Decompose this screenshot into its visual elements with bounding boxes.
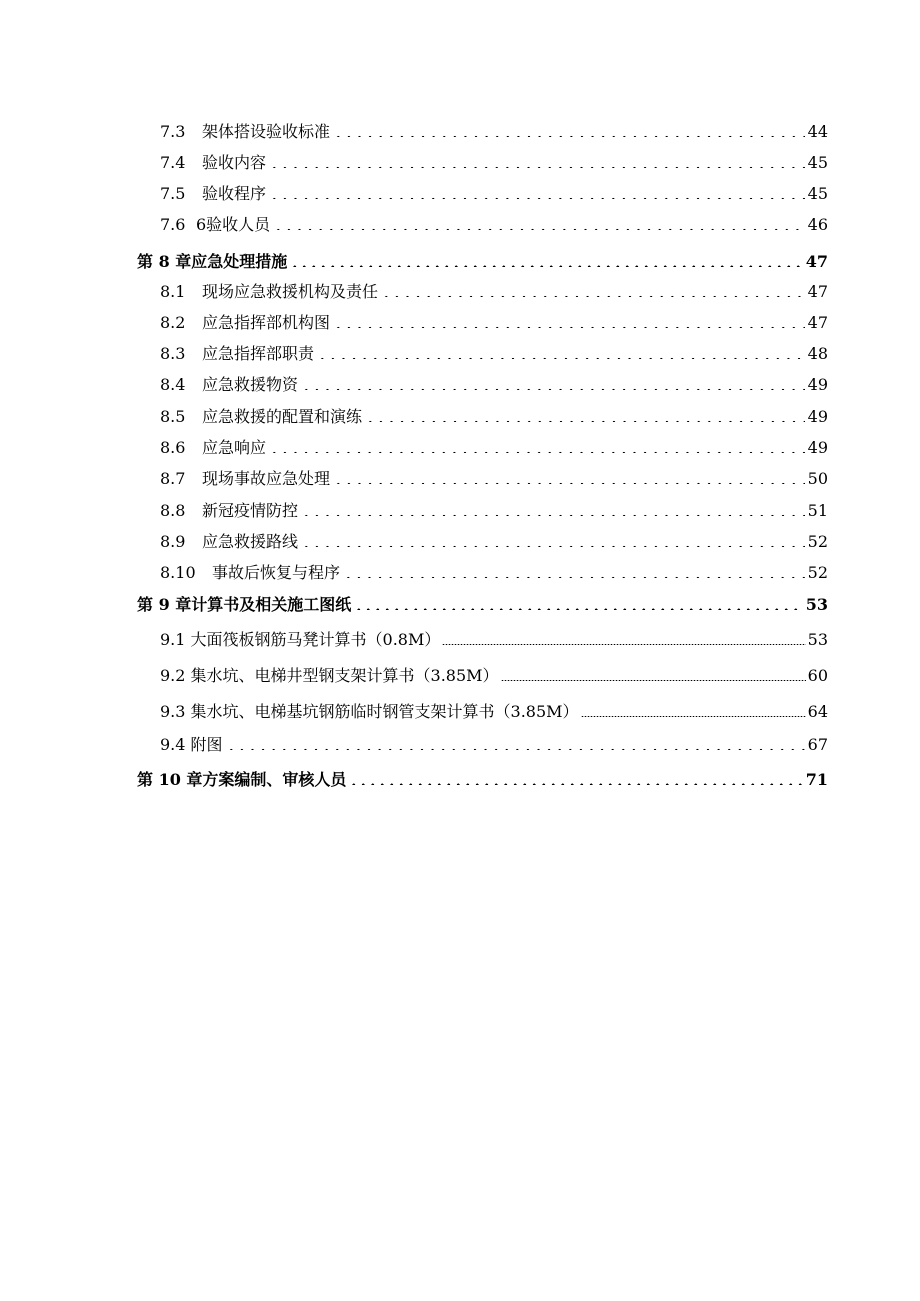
toc-entry-9-2[interactable]	[160, 665, 828, 687]
toc-entry-number: 8.2	[160, 313, 186, 332]
toc-chapter-title: 第 8 章应急处理措施	[137, 252, 288, 271]
toc-dot-leader	[333, 312, 805, 328]
toc-dot-leader	[290, 251, 802, 267]
toc-entry-number: 8.9	[160, 532, 186, 551]
toc-entry-8-2[interactable]	[160, 312, 828, 334]
toc-chapter-page: 71	[805, 770, 828, 789]
toc-entry-8-6[interactable]	[160, 437, 828, 459]
toc-entry-title: 架体搭设验收标准	[202, 122, 331, 141]
toc-dot-leader	[381, 281, 805, 297]
toc-entry-number: 8.1	[160, 282, 186, 301]
toc-entry-title: 现场应急救援机构及责任	[202, 282, 379, 301]
toc-entry-7-6[interactable]	[160, 214, 828, 236]
toc-dot-leader	[333, 468, 805, 484]
toc-entry-title: 应急响应	[202, 438, 267, 457]
toc-entry-number: 8.6	[160, 438, 186, 457]
toc-entry-title: 应急救援路线	[202, 532, 299, 551]
toc-chapter-8[interactable]	[137, 251, 828, 273]
toc-entry-title: 验收程序	[202, 184, 267, 203]
toc-entry-page: 49	[807, 375, 828, 394]
toc-dot-leader	[301, 500, 805, 516]
toc-entry-number: 7.4	[160, 153, 186, 172]
toc-entry-title: 现场事故应急处理	[202, 469, 331, 488]
toc-entry-page: 53	[807, 630, 828, 649]
toc-dot-leader	[269, 152, 805, 168]
toc-entry-page: 44	[807, 122, 828, 141]
toc-entry-page: 49	[807, 438, 828, 457]
toc-entry-page: 45	[807, 153, 828, 172]
toc-entry-title: 9.3 集水坑、电梯基坑钢筋临时钢管支架计算书（3.85M）	[160, 702, 579, 721]
toc-entry-page: 64	[807, 702, 828, 721]
toc-entry-title: 9.4 附图	[160, 735, 223, 754]
toc-entry-page: 46	[807, 215, 828, 234]
toc-entry-title: 9.1 大面筏板钢筋马凳计算书（0.8M）	[160, 630, 441, 649]
toc-entry-number: 7.6	[160, 215, 186, 234]
toc-entry-number: 8.10	[160, 563, 196, 582]
toc-dot-leader	[301, 531, 805, 547]
toc-entry-number: 8.8	[160, 501, 186, 520]
toc-entry-8-8[interactable]	[160, 500, 828, 522]
toc-dot-leader	[501, 665, 806, 681]
toc-dot-leader	[273, 214, 804, 230]
toc-entry-title: 9.2 集水坑、电梯井型钢支架计算书（3.85M）	[160, 666, 499, 685]
toc-entry-page: 48	[807, 344, 828, 363]
toc-dot-leader	[354, 594, 802, 610]
toc-chapter-10[interactable]	[137, 769, 828, 791]
toc-entry-9-3[interactable]	[160, 701, 828, 723]
toc-entry-title: 事故后恢复与程序	[212, 563, 341, 582]
toc-chapter-page: 53	[805, 595, 828, 614]
toc-entry-number: 8.5	[160, 407, 186, 426]
toc-entry-8-10[interactable]	[160, 562, 828, 584]
toc-entry-7-3[interactable]	[160, 121, 828, 143]
toc-dot-leader	[301, 374, 805, 390]
toc-entry-8-7[interactable]	[160, 468, 828, 490]
toc-chapter-page: 47	[805, 252, 828, 271]
toc-entry-8-9[interactable]	[160, 531, 828, 553]
toc-chapter-9[interactable]	[137, 594, 828, 616]
toc-entry-title: 应急救援物资	[202, 375, 299, 394]
toc-dot-leader	[581, 701, 806, 717]
toc-entry-number: 8.7	[160, 469, 186, 488]
toc-dot-leader	[365, 406, 805, 422]
toc-entry-page: 47	[807, 313, 828, 332]
toc-entry-8-5[interactable]	[160, 406, 828, 428]
toc-dot-leader	[333, 121, 805, 137]
toc-dot-leader	[269, 437, 805, 453]
toc-dot-leader	[349, 769, 802, 785]
toc-entry-page: 49	[807, 407, 828, 426]
toc-entry-page: 60	[807, 666, 828, 685]
toc-entry-7-5[interactable]	[160, 183, 828, 205]
toc-entry-7-4[interactable]	[160, 152, 828, 174]
toc-dot-leader	[269, 183, 805, 199]
toc-entry-title: 新冠疫情防控	[202, 501, 299, 520]
toc-entry-title: 应急救援的配置和演练	[202, 407, 363, 426]
toc-dot-leader	[226, 734, 805, 750]
toc-chapter-title: 第 9 章计算书及相关施工图纸	[137, 595, 352, 614]
toc-chapter-title: 第 10 章方案编制、审核人员	[137, 770, 347, 789]
toc-entry-8-3[interactable]	[160, 343, 828, 365]
toc-entry-page: 67	[807, 735, 828, 754]
toc-entry-page: 47	[807, 282, 828, 301]
toc-entry-page: 52	[807, 532, 828, 551]
toc-entry-8-4[interactable]	[160, 374, 828, 396]
toc-entry-title: 6验收人员	[196, 215, 271, 234]
toc-dot-leader	[442, 629, 805, 645]
toc-entry-number: 8.4	[160, 375, 186, 394]
toc-entry-page: 51	[807, 501, 828, 520]
toc-entry-page: 45	[807, 184, 828, 203]
toc-dot-leader	[343, 562, 805, 578]
toc-entry-title: 应急指挥部机构图	[202, 313, 331, 332]
toc-entry-page: 50	[807, 469, 828, 488]
toc-entry-9-1[interactable]	[160, 629, 828, 651]
toc-entry-title: 验收内容	[202, 153, 267, 172]
toc-entry-page: 52	[807, 563, 828, 582]
toc-dot-leader	[317, 343, 805, 359]
toc-entry-9-4[interactable]	[160, 734, 828, 756]
toc-entry-number: 7.5	[160, 184, 186, 203]
toc-entry-title: 应急指挥部职责	[202, 344, 315, 363]
toc-entry-number: 7.3	[160, 122, 186, 141]
toc-entry-8-1[interactable]	[160, 281, 828, 303]
toc-entry-number: 8.3	[160, 344, 186, 363]
